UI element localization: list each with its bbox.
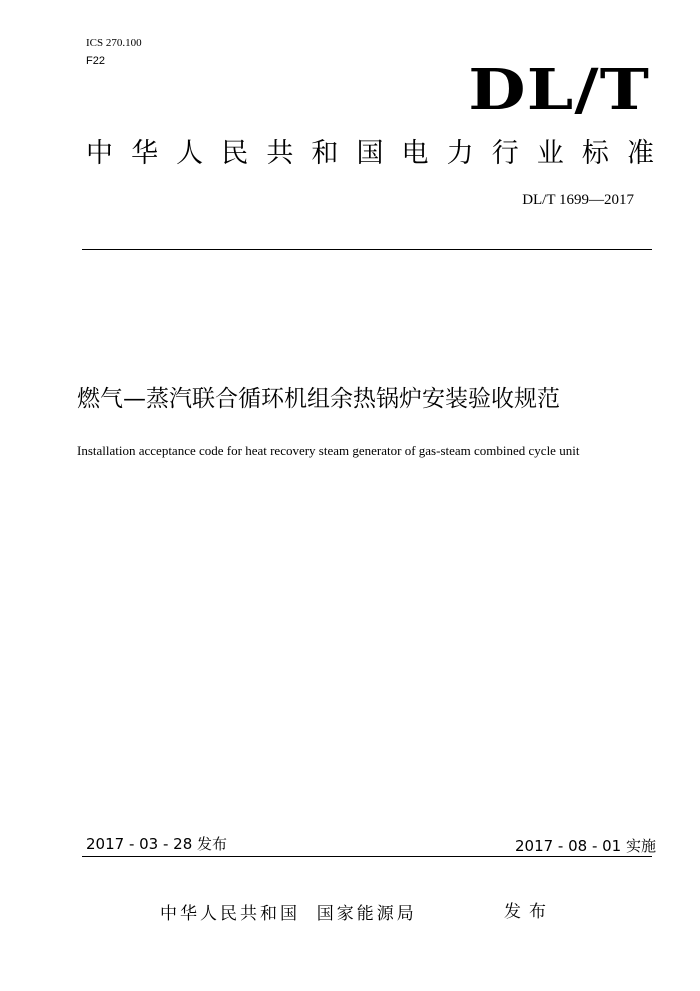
standard-type-char: 标 xyxy=(581,138,609,169)
standard-type-char: 力 xyxy=(446,138,474,169)
document-title-english: Installation acceptance code for heat recovery steam generator of gas-steam combined cycle unit xyxy=(77,443,580,458)
standard-type-heading xyxy=(86,136,654,172)
document-title-chinese: 燃气—蒸汽联合循环机组余热锅炉安装验收规范 xyxy=(77,386,560,412)
standard-type-char: 中 xyxy=(86,138,113,169)
publish-label: 发布 xyxy=(504,902,554,922)
standard-type-char: 业 xyxy=(536,138,564,169)
standard-type-char: 共 xyxy=(266,138,294,169)
footer-divider xyxy=(82,856,652,857)
standard-type-char: 人 xyxy=(176,138,204,169)
standard-logo: DL/T xyxy=(468,57,650,123)
standard-number: DL/T 1699—2017 xyxy=(522,192,634,208)
implementation-date: 2017 - 08 - 01 实施 xyxy=(514,837,656,855)
standard-type-char: 和 xyxy=(311,138,339,169)
issue-date: 2017 - 03 - 28 发布 xyxy=(86,835,228,853)
classification-code: F22 xyxy=(86,55,105,67)
standard-type-char: 行 xyxy=(491,138,519,169)
issuing-authority: 中华人民共和国 国家能源局 xyxy=(160,904,417,924)
standard-type-char: 电 xyxy=(401,138,429,169)
standard-type-char: 国 xyxy=(356,138,384,169)
standard-type-char: 准 xyxy=(626,138,654,169)
standard-type-char: 民 xyxy=(221,138,249,169)
ics-code: ICS 270.100 xyxy=(86,37,142,49)
standard-type-char: 华 xyxy=(131,138,159,169)
header-divider xyxy=(82,249,652,250)
